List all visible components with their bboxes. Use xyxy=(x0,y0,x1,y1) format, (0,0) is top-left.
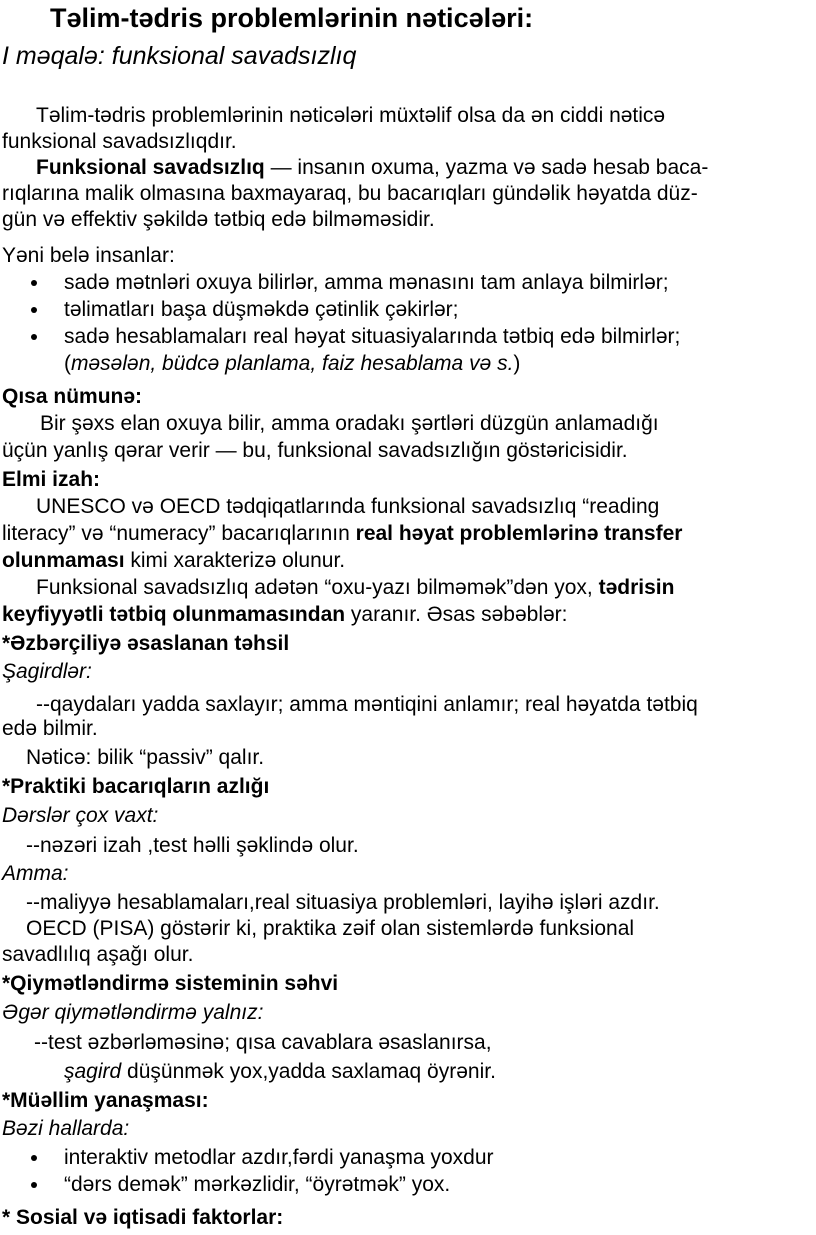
science-line-1: UNESCO və OECD tədqiqatlarında funksional savadsızlıq “reading xyxy=(36,495,660,518)
bullet-dot xyxy=(31,1155,37,1161)
rote-result: Nəticə: bilik “passiv” qalır. xyxy=(26,746,265,769)
practice-label-2: Amma: xyxy=(2,862,69,885)
practice-line-1: --nəzəri izah ,test həlli şəklində olur. xyxy=(26,834,359,857)
science-line-3-text: kimi xarakterizə olunur. xyxy=(124,549,346,572)
bullet-dot xyxy=(31,307,37,313)
science-line-2 xyxy=(2,521,682,547)
people-lead: Yəni belə insanlar: xyxy=(2,244,175,267)
bullet-dot xyxy=(31,334,37,340)
teacher-label: Bəzi hallarda: xyxy=(2,1117,130,1140)
rote-heading: *Əzbərçiliyə əsaslanan təhsil xyxy=(2,632,290,655)
practice-line-3: OECD (PISA) göstərir ki, praktika zəif olan sistemlərdə funksional xyxy=(26,917,635,940)
assessment-label: Əgər qiymətləndirmə yalnız: xyxy=(2,1001,264,1024)
practice-line-2: --maliyyə hesablamaları,real situasiya problemləri, layihə işləri azdır. xyxy=(26,891,660,914)
science-line-2-text: literacy” və “numeracy” bacarıqlarının xyxy=(2,522,356,545)
definition-line-2: rıqlarına malik olmasına baxmayaraq, bu bacarıqları gündəlik həyatda düz- xyxy=(2,182,698,205)
science-heading: Elmi izah: xyxy=(2,468,101,491)
practice-line-4: savadlılıq aşağı olur. xyxy=(2,943,194,966)
rote-line-2: edə bilmir. xyxy=(2,717,98,740)
rote-label: Şagirdlər: xyxy=(2,660,92,683)
assessment-line-2 xyxy=(64,1059,496,1085)
science-line-5-emphasis: keyfiyyətli tətbiq olunmamasından xyxy=(2,603,346,626)
people-note xyxy=(64,351,520,377)
bullet-dot xyxy=(31,1182,37,1188)
definition-term: Funksional savadsızlıq xyxy=(36,156,265,179)
people-item: sadə mətnləri oxuya bilirlər, amma mənasını tam anlaya bilmirlər; xyxy=(64,271,669,294)
bullet-dot xyxy=(31,280,37,286)
teacher-heading: *Müəllim yanaşması: xyxy=(2,1089,209,1112)
note-open-paren: ( xyxy=(64,352,71,375)
note-close-paren: ) xyxy=(513,352,521,375)
practice-heading: *Praktiki bacarıqların azlığı xyxy=(2,775,270,798)
example-line-2: üçün yanlış qərar verir — bu, funksional savadsızlığın göstəricisidir. xyxy=(2,439,628,462)
science-line-3 xyxy=(2,548,345,574)
science-line-4 xyxy=(36,575,674,601)
assessment-heading: *Qiymətləndirmə sisteminin səhvi xyxy=(2,972,339,995)
example-line-1: Bir şəxs elan oxuya bilir, amma oradakı şərtləri düzgün anlamadığı xyxy=(40,412,659,435)
intro-line-1: Təlim-tədris problemlərinin nəticələri müxtəlif olsa da ən ciddi nəticə xyxy=(36,104,666,127)
social-heading: * Sosial və iqtisadi faktorlar: xyxy=(2,1206,284,1229)
intro-line-2: funksional savadsızlıqdır. xyxy=(2,130,237,153)
teacher-item: interaktiv metodlar azdır,fərdi yanaşma yoxdur xyxy=(64,1146,494,1169)
science-line-2-emphasis: real həyat problemlərinə transfer xyxy=(355,522,683,545)
science-line-4-emphasis: tədrisin xyxy=(598,576,675,599)
people-item: təlimatları başa düşməkdə çətinlik çəkirlər; xyxy=(64,298,459,321)
people-item: sadə hesablamaları real həyat situasiyalarında tətbiq edə bilmirlər; xyxy=(64,325,681,348)
definition-line-3: gün və effektiv şəkildə tətbiq edə bilməməsidir. xyxy=(2,208,435,231)
article-subtitle: I məqalə: funksional savadsızlıq xyxy=(2,42,357,70)
definition-text: — insanın oxuma, yazma və sadə hesab baca- xyxy=(264,156,709,179)
practice-label-1: Dərslər çox vaxt: xyxy=(2,804,159,827)
assessment-line-2-text: düşünmək yox,yadda saxlamaq öyrənir. xyxy=(121,1060,496,1083)
rote-line-1: --qaydaları yadda saxlayır; amma məntiqini anlamır; real həyatda tətbiq xyxy=(36,693,698,716)
teacher-item: “dərs demək” mərkəzlidir, “öyrətmək” yox. xyxy=(64,1173,451,1196)
assessment-subject: şagird xyxy=(64,1060,122,1083)
definition-line-1 xyxy=(36,155,708,181)
example-heading: Qısa nümunə: xyxy=(2,385,143,408)
science-line-5 xyxy=(2,602,568,628)
page-title: Təlim-tədris problemlərinin nəticələri: xyxy=(50,3,534,33)
note-examples: məsələn, büdcə planlama, faiz hesablama və s. xyxy=(71,352,514,375)
science-line-3-emphasis: olunmaması xyxy=(2,549,125,572)
assessment-line-1: --test əzbərləməsinə; qısa cavablara əsaslanırsa, xyxy=(34,1031,492,1054)
science-line-4-text: Funksional savadsızlıq adətən “oxu-yazı bilməmək”dən yox, xyxy=(36,576,599,599)
science-line-5-text: yaranır. Əsas səbəblər: xyxy=(345,603,568,626)
